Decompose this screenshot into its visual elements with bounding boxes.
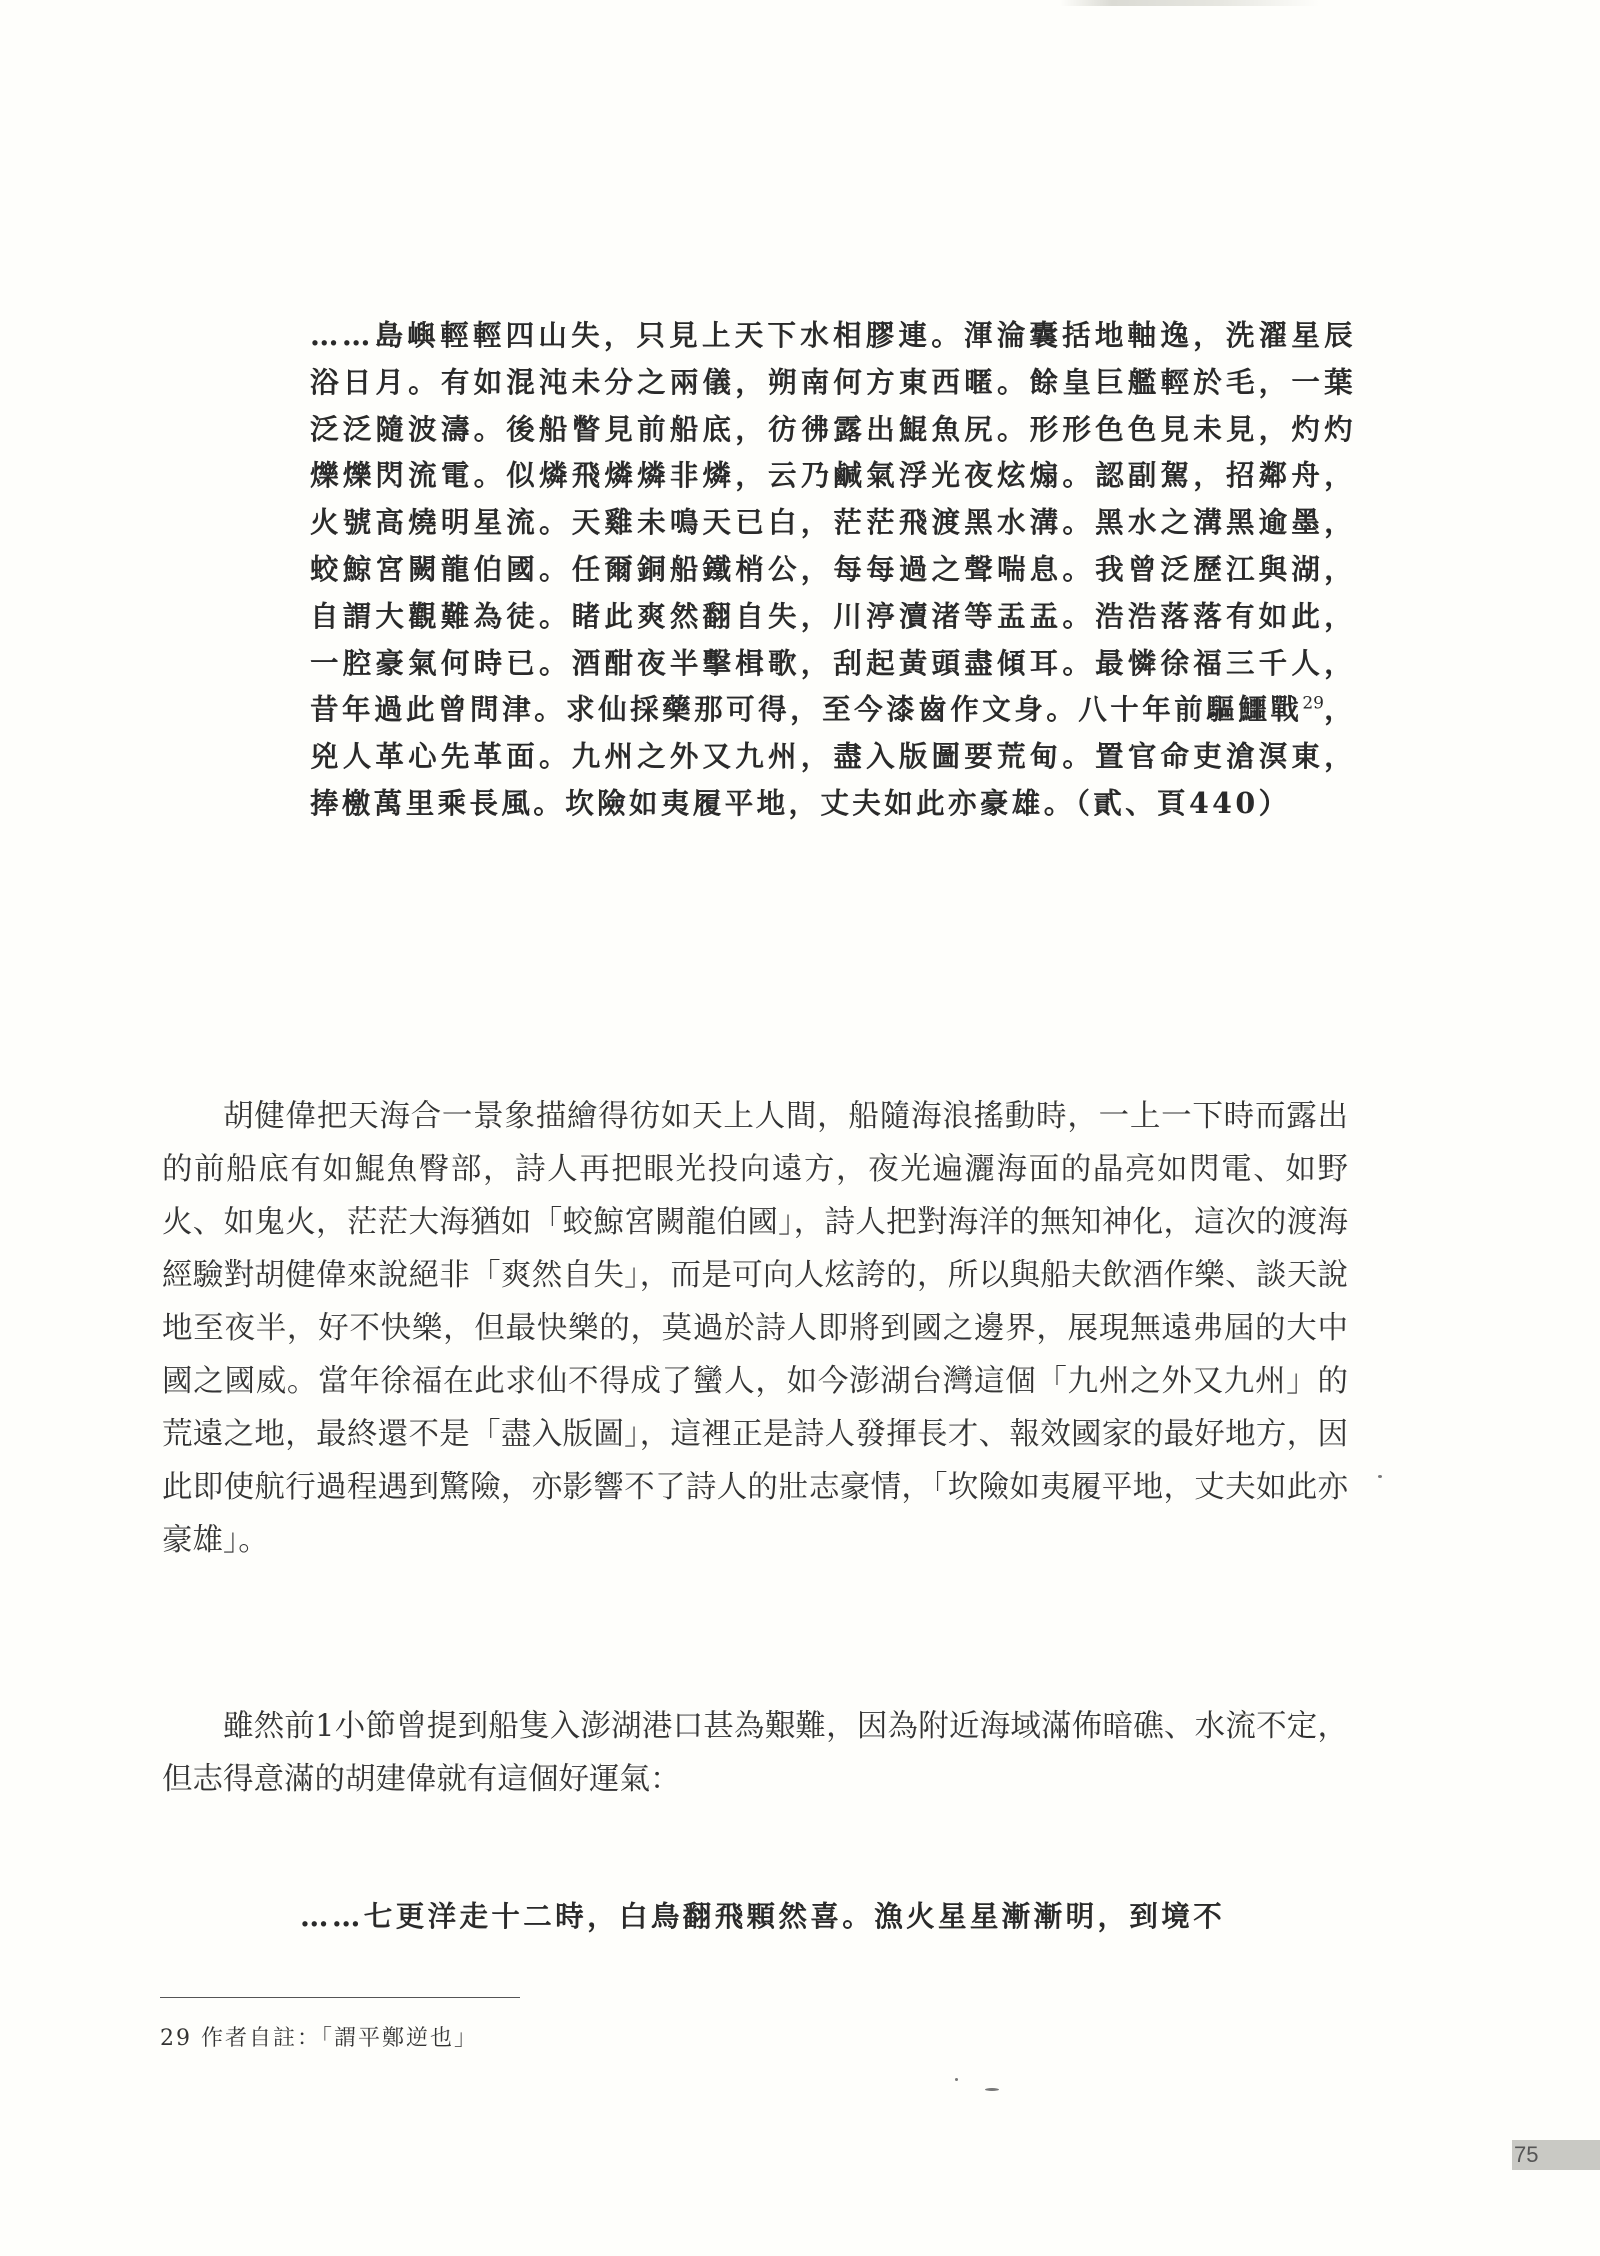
scan-speck: [985, 2088, 999, 2091]
poem-block-quote: [310, 312, 1356, 827]
footnote-29: 29 作者自註：「謂平鄭逆也」: [160, 2026, 478, 2051]
poem-text-part-2: ，兇人革心先革面。九州之外又九州，盡入版圖要荒甸。置官命吏滄溟東，捧檄萬里乘長風。坎險如夷履平地，丈夫如此亦豪雄。（貳、頁440）: [310, 692, 1356, 820]
scan-speck: [955, 2078, 958, 2081]
body-paragraph-2: 雖然前1小節曾提到船隻入澎湖港口甚為艱難，因為附近海域滿佈暗礁、水流不定，但志得意滿的胡建偉就有這個好運氣：: [162, 1709, 1348, 1797]
scan-edge-mark: [1060, 0, 1320, 6]
poem-text-part-1: ……島嶼輕輕四山失，只見上天下水相膠連。渾淪囊括地軸逸，洗濯星辰浴日月。有如混沌未分之兩儀，朔南何方東西暱。餘皇巨艦輕於毛，一葉泛泛隨波濤。後船瞥見前船底，彷彿露出鯤魚尻。形形色色見未見，灼灼爍爍閃流電。似燐飛燐燐非燐，云乃鹹氣浮光夜炫煽。認副駕，招鄰舟，火號高燒明星流。天雞未鳴天已白，茫茫飛渡黑水溝。黑水之溝黑逾墨，蛟鯨宮闕龍伯國。任爾銅船鐵梢公，每每過之聲喘息。我曾泛歷江與湖，自謂大觀難為徒。睹此爽然翻自失，川渟瀆渚等盂盂。浩浩落落有如此，一腔豪氣何時已。酒酣夜半擊楫歌，刮起黃頭盡傾耳。最憐徐福三千人，昔年過此曾問津。求仙採藥那可得，至今漆齒作文身。八十年前驅鱷戰: [310, 318, 1356, 727]
body-paragraph-1: 胡健偉把天海合一景象描繪得彷如天上人間，船隨海浪搖動時，一上一下時而露出的前船底有如鯤魚臀部，詩人再把眼光投向遠方，夜光遍灑海面的晶亮如閃電、如野火、如鬼火，茫茫大海猶如「蛟鯨宮闕龍伯國」，詩人把對海洋的無知神化，這次的渡海經驗對胡健偉來說絕非「爽然自失」，而是可向人炫誇的，所以與船夫飲酒作樂、談天說地至夜半，好不快樂，但最快樂的，莫過於詩人即將到國之邊界，展現無遠弗屆的大中國之國威。當年徐福在此求仙不得成了蠻人，如今澎湖台灣這個「九州之外又九州」的荒遠之地，最終還不是「盡入版圖」，這裡正是詩人發揮長才、報效國家的最好地方，因此即使航行過程遇到驚險，亦影響不了詩人的壯志豪情，「坎險如夷履平地，丈夫如此亦豪雄」。: [162, 1099, 1348, 1558]
footnote-reference: 29: [1302, 693, 1324, 714]
scan-speck: [1378, 1475, 1382, 1478]
page-number: 75: [1514, 2142, 1539, 2167]
poem-block-quote-2: ……七更洋走十二時，白鳥翻飛顆然喜。漁火星星漸漸明，到境不: [300, 1899, 1226, 1933]
footnote-divider: [160, 1997, 520, 1998]
